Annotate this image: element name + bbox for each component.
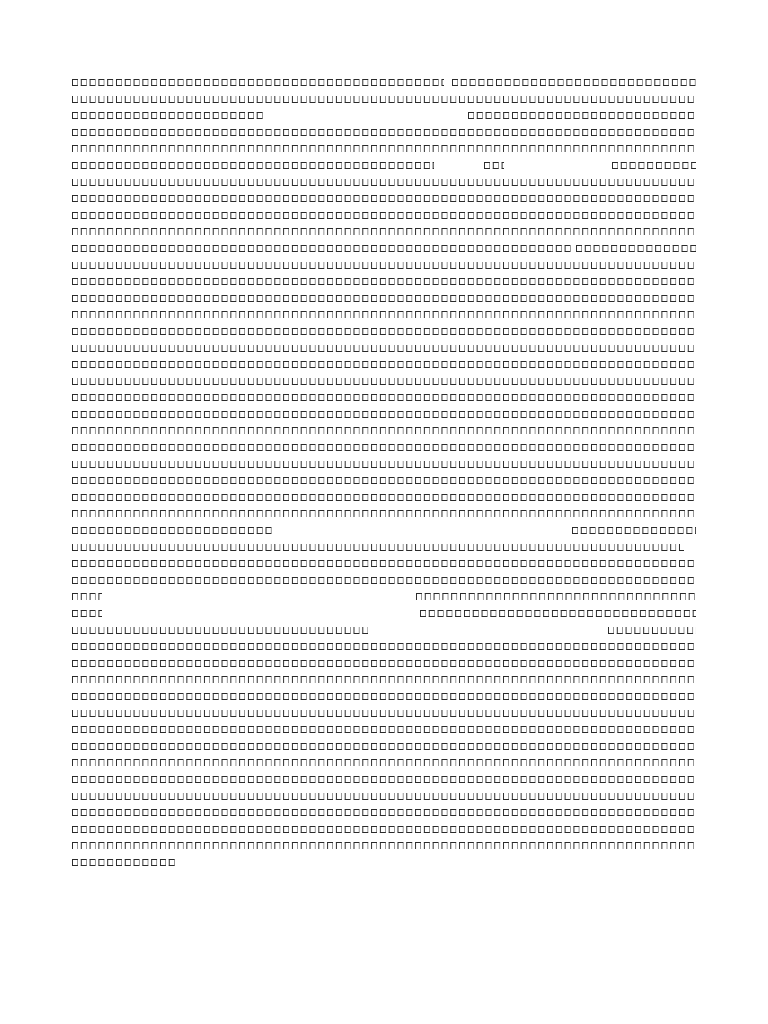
placeholder-glyph-run xyxy=(72,660,696,667)
placeholder-glyph-run xyxy=(72,859,176,866)
placeholder-glyph-run xyxy=(72,262,696,269)
text-line xyxy=(72,622,696,639)
text-line xyxy=(72,738,696,755)
placeholder-glyph-run xyxy=(72,809,696,816)
placeholder-glyph-run xyxy=(72,96,696,103)
placeholder-glyph-run xyxy=(72,826,696,833)
text-line xyxy=(72,306,696,323)
text-line xyxy=(72,389,696,406)
placeholder-glyph-run xyxy=(72,461,696,468)
text-line xyxy=(72,505,696,522)
placeholder-glyph-run xyxy=(72,527,272,534)
placeholder-glyph-run xyxy=(72,510,696,517)
placeholder-glyph-run xyxy=(72,560,696,567)
placeholder-glyph-run xyxy=(72,610,102,617)
placeholder-glyph-run xyxy=(72,793,696,800)
text-line xyxy=(72,655,696,672)
placeholder-glyph-run xyxy=(72,79,444,86)
text-line xyxy=(72,688,696,705)
text-line xyxy=(72,671,696,688)
text-line xyxy=(72,489,696,506)
placeholder-glyph-run xyxy=(72,842,696,849)
placeholder-glyph-run xyxy=(608,627,696,634)
placeholder-glyph-run xyxy=(72,245,572,252)
text-line xyxy=(72,340,696,357)
placeholder-glyph-run xyxy=(72,577,696,584)
placeholder-glyph-run xyxy=(72,710,696,717)
text-line xyxy=(72,422,696,439)
placeholder-glyph-run xyxy=(416,593,696,600)
text-line xyxy=(72,124,696,141)
text-line xyxy=(72,456,696,473)
placeholder-glyph-run xyxy=(72,776,696,783)
text-line xyxy=(72,107,696,124)
placeholder-glyph-run xyxy=(72,228,696,235)
text-line xyxy=(72,705,696,722)
placeholder-glyph-run xyxy=(72,726,696,733)
placeholder-glyph-run xyxy=(72,311,696,318)
placeholder-glyph-run xyxy=(72,627,368,634)
placeholder-glyph-run xyxy=(572,527,696,534)
placeholder-glyph-run xyxy=(72,743,696,750)
text-line xyxy=(72,539,696,556)
placeholder-glyph-run xyxy=(72,212,696,219)
placeholder-glyph-run xyxy=(72,693,696,700)
placeholder-glyph-run xyxy=(72,411,696,418)
text-line xyxy=(72,439,696,456)
text-line xyxy=(72,821,696,838)
placeholder-glyph-run xyxy=(72,162,434,169)
placeholder-glyph-run xyxy=(72,145,696,152)
text-line xyxy=(72,605,696,622)
placeholder-glyph-run xyxy=(420,610,696,617)
placeholder-glyph-run xyxy=(72,195,696,202)
placeholder-glyph-run xyxy=(72,129,696,136)
text-line xyxy=(72,837,696,854)
placeholder-glyph-run xyxy=(72,676,696,683)
text-line xyxy=(72,290,696,307)
text-line xyxy=(72,406,696,423)
text-line xyxy=(72,522,696,539)
placeholder-glyph-run xyxy=(576,245,696,252)
text-line xyxy=(72,638,696,655)
placeholder-glyph-run xyxy=(72,593,102,600)
text-line xyxy=(72,223,696,240)
placeholder-glyph-run xyxy=(72,295,696,302)
text-line xyxy=(72,323,696,340)
text-line xyxy=(72,804,696,821)
text-line xyxy=(72,373,696,390)
placeholder-glyph-run xyxy=(72,278,696,285)
placeholder-glyph-run xyxy=(72,378,696,385)
text-line xyxy=(72,356,696,373)
placeholder-glyph-run xyxy=(484,162,504,169)
text-line xyxy=(72,788,696,805)
text-line xyxy=(72,273,696,290)
placeholder-glyph-run xyxy=(612,162,696,169)
text-line xyxy=(72,74,696,91)
placeholder-glyph-run xyxy=(72,394,696,401)
placeholder-glyph-run xyxy=(72,112,264,119)
text-line xyxy=(72,754,696,771)
text-line xyxy=(72,572,696,589)
placeholder-glyph-run xyxy=(72,179,696,186)
text-line xyxy=(72,140,696,157)
text-line xyxy=(72,190,696,207)
placeholder-glyph-run xyxy=(72,544,684,551)
text-line xyxy=(72,207,696,224)
placeholder-glyph-run xyxy=(72,345,696,352)
text-line xyxy=(72,174,696,191)
placeholder-glyph-run xyxy=(468,112,696,119)
text-line xyxy=(72,240,696,257)
placeholder-glyph-run xyxy=(72,361,696,368)
placeholder-glyph-run xyxy=(72,444,696,451)
placeholder-glyph-run xyxy=(72,328,696,335)
garbled-text-block xyxy=(72,74,696,871)
text-line xyxy=(72,721,696,738)
placeholder-glyph-run xyxy=(452,79,696,86)
text-line xyxy=(72,854,696,871)
text-line xyxy=(72,157,696,174)
placeholder-glyph-run xyxy=(72,427,696,434)
text-line xyxy=(72,257,696,274)
text-line xyxy=(72,91,696,108)
text-line xyxy=(72,771,696,788)
placeholder-glyph-run xyxy=(72,759,696,766)
text-line xyxy=(72,588,696,605)
placeholder-glyph-run xyxy=(72,494,696,501)
placeholder-glyph-run xyxy=(72,477,696,484)
text-line xyxy=(72,555,696,572)
placeholder-glyph-run xyxy=(72,643,696,650)
text-line xyxy=(72,472,696,489)
